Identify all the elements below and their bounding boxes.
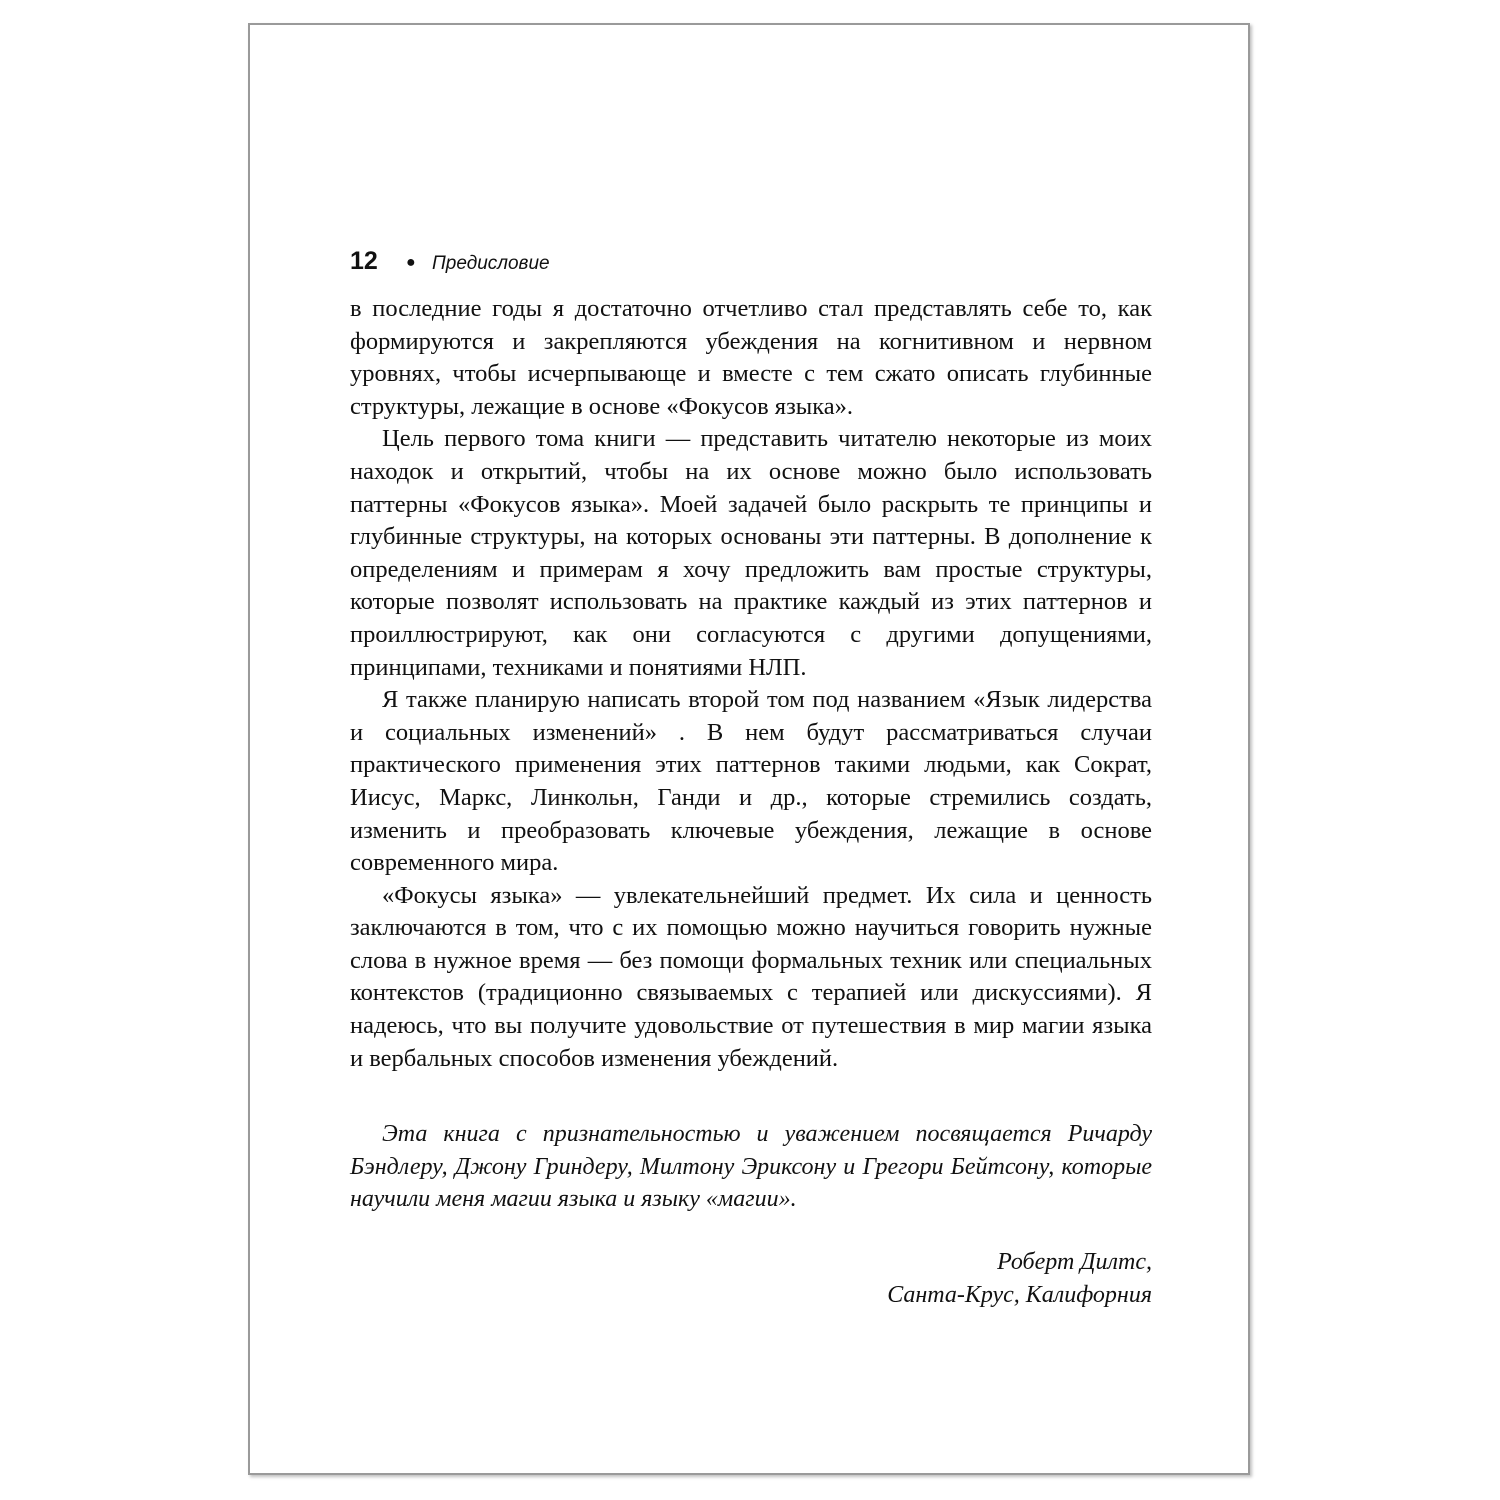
bullet-icon: ● [406, 254, 416, 271]
page-content [350, 247, 1152, 1311]
paragraph: Я также планирую написать второй том под названием «Язык лидерства и социальных изменений» . В нем будут рассматриваться случаи практического применения этих паттернов такими людьми, как Сократ, Иисус, Маркс, Линкольн, Ганди и др., которые стремились создать, изменить и преобразовать ключевые убеждения, лежащие в основе современного мира. [350, 686, 1152, 877]
signature [350, 1246, 1152, 1311]
signature-author: Роберт Дилтс, [997, 1249, 1152, 1276]
signature-place: Санта-Крус, Калифорния [887, 1281, 1152, 1308]
paragraph: в последние годы я достаточно отчетливо стал представлять себе то, как формируются и закрепляются убеждения на когнитивном и нервном уровнях, чтобы исчерпывающе и вместе с тем сжато описать глубинные структуры, лежащие в основе «Фокусов языка». [350, 295, 1152, 420]
paragraph: «Фокусы языка» — увлекательнейший предмет. Их сила и ценность заключаются в том, что с их помощью можно научиться говорить нужные слова в нужное время — без помощи формальных техник или специальных контекстов (традиционно связываемых с терапией или дискуссиями). Я надеюсь, что вы получите удовольствие от путешествия в мир магии языка и вербальных способов изменения убеждений. [350, 881, 1152, 1072]
body-text [350, 293, 1152, 1075]
section-title: Предисловие [432, 253, 550, 274]
book-page [248, 23, 1250, 1475]
running-head [350, 247, 1152, 279]
paragraph: Цель первого тома книги — представить читателю некоторые из моих находок и открытий, чтобы на их основе можно было использовать паттерны «Фокусов языка». Моей задачей было раскрыть те принципы и глубинные структуры, на которых основаны эти паттерны. В дополнение к определениям и примерам я хочу предложить вам простые структуры, которые позволят использовать на практике каждый из этих паттернов и проиллюстрируют, как они согласуются с другими допущениями, принципами, техниками и понятиями НЛП. [350, 425, 1152, 681]
page-number: 12 [350, 247, 378, 275]
dedication: Эта книга с признательностью и уважением посвящается Ричарду Бэндлеру, Джону Гриндеру, Милтону Эриксону и Грегори Бейтсону, которые научили меня магии языка и языку «магии». [350, 1121, 1152, 1213]
